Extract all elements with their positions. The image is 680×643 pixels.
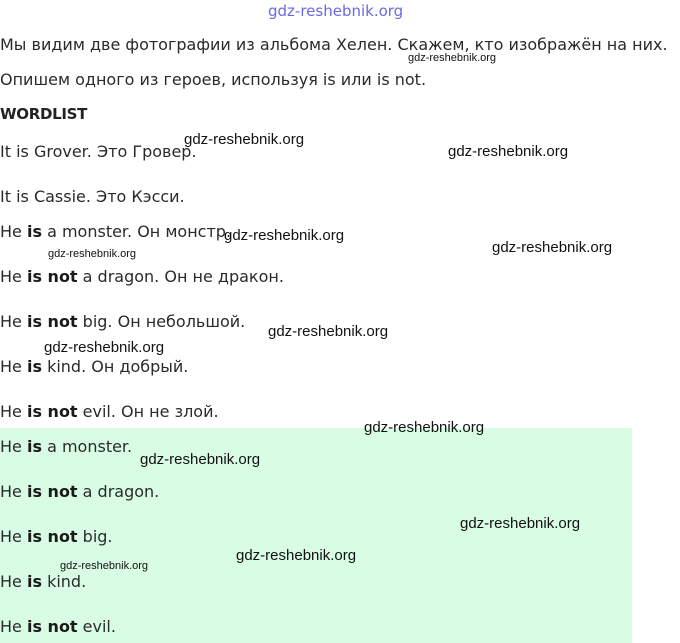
answer-text: He <box>0 527 27 546</box>
sentence-text: It is Grover. Это Гровер. <box>0 142 197 161</box>
sentence-text: It is Cassie. Это Кэсси. <box>0 187 185 206</box>
sentence-bold: is not <box>26 267 78 286</box>
sentence-line <box>0 222 231 241</box>
sentence-text: He <box>0 267 27 286</box>
answer-line <box>0 527 113 546</box>
watermark: gdz-reshebnik.org <box>492 239 613 256</box>
watermark: gdz-reshebnik.org <box>268 323 389 340</box>
sentence-bold: is not <box>26 402 78 421</box>
watermark: gdz-reshebnik.org <box>236 547 357 564</box>
sentence-line <box>0 312 245 331</box>
watermark: gdz-reshebnik.org <box>184 131 305 148</box>
watermark: gdz-reshebnik.org <box>60 560 149 572</box>
answer-bold: is not <box>26 527 78 546</box>
answer-bold: is <box>26 572 42 591</box>
answer-line <box>0 572 86 591</box>
sentence-line <box>0 267 284 286</box>
sentence-bold: is <box>26 222 42 241</box>
sentence-line <box>0 402 219 421</box>
answer-text: a monster. <box>41 437 133 456</box>
answer-text: a dragon. <box>77 482 160 501</box>
sentence-bold: is not <box>26 312 78 331</box>
answer-text: big. <box>77 527 113 546</box>
answer-text: kind. <box>41 572 87 591</box>
sentence-line <box>0 142 197 161</box>
watermark: gdz-reshebnik.org <box>48 248 137 260</box>
answer-text: He <box>0 437 27 456</box>
sentence-bold: is <box>26 357 42 376</box>
sentence-text: kind. Он добрый. <box>41 357 189 376</box>
watermark: gdz-reshebnik.org <box>448 143 569 160</box>
answer-text: He <box>0 482 27 501</box>
sentence-text: He <box>0 357 27 376</box>
intro-line-1: Мы видим две фотографии из альбома Хелен. Скажем, кто изображён на них. <box>0 35 668 54</box>
sentence-text: a dragon. Он не дракон. <box>77 267 284 286</box>
sentence-text: big. Он небольшой. <box>77 312 246 331</box>
watermark: gdz-reshebnik.org <box>408 52 497 64</box>
answer-line <box>0 437 132 456</box>
sentence-text: a monster. Он монстр. <box>41 222 232 241</box>
intro-line-2: Опишем одного из героев, используя is или is not. <box>0 70 427 89</box>
answer-text: He <box>0 572 27 591</box>
sentence-text: He <box>0 312 27 331</box>
answer-bold: is <box>26 437 42 456</box>
answer-line <box>0 482 159 501</box>
answer-text: He <box>0 617 27 636</box>
watermark: gdz-reshebnik.org <box>224 227 345 244</box>
watermark: gdz-reshebnik.org <box>44 339 165 356</box>
sentence-line <box>0 357 188 376</box>
wordlist-heading: WORDLIST <box>0 105 88 123</box>
watermark: gdz-reshebnik.org <box>268 2 404 20</box>
answer-text: evil. <box>77 617 116 636</box>
answer-bold: is not <box>26 617 78 636</box>
answer-bold: is not <box>26 482 78 501</box>
sentence-text: evil. Он не злой. <box>77 402 219 421</box>
sentence-text: He <box>0 222 27 241</box>
watermark: gdz-reshebnik.org <box>364 419 485 436</box>
watermark: gdz-reshebnik.org <box>460 515 581 532</box>
answer-line <box>0 617 116 636</box>
sentence-line <box>0 187 185 206</box>
sentence-text: He <box>0 402 27 421</box>
watermark: gdz-reshebnik.org <box>140 451 261 468</box>
